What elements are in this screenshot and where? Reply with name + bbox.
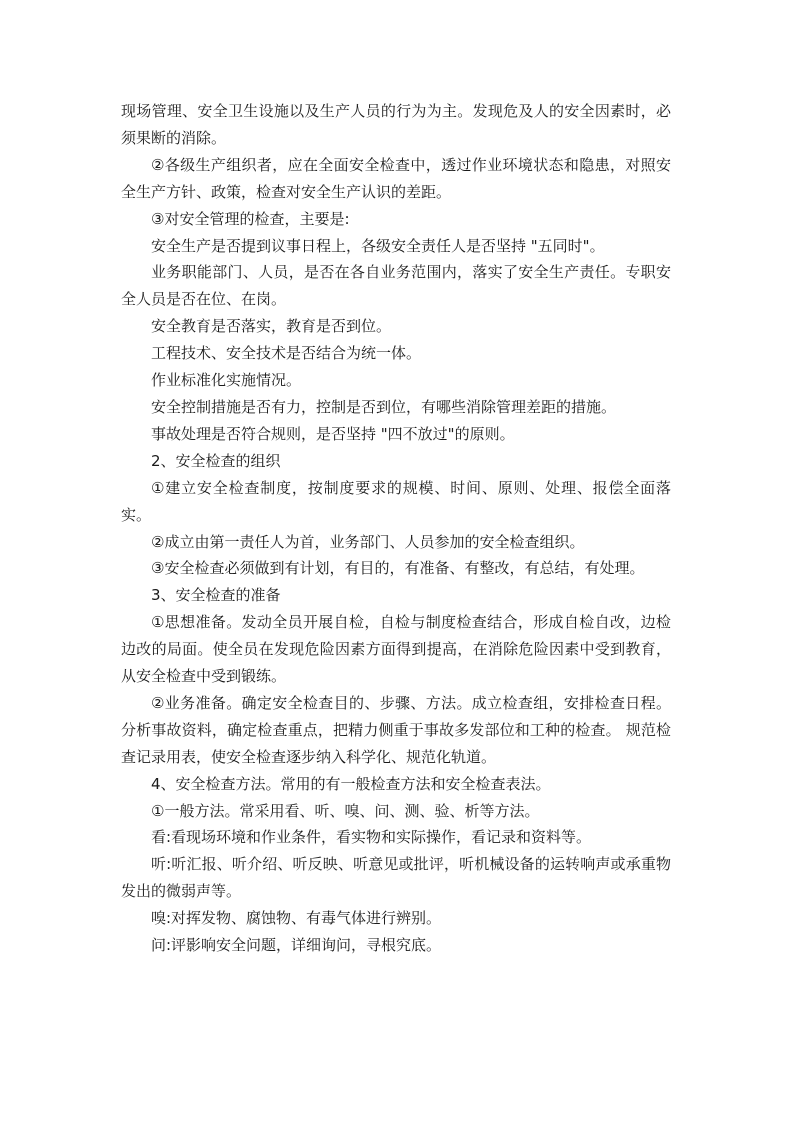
paragraph: 问:评影响安全问题，详细询问，寻根究底。 [151,936,442,955]
paragraph: ①一般方法。常采用看、听、嗅、问、测、验、析等方法。 [151,801,540,820]
paragraph: ①思想准备。发动全员开展自检，自检与制度检查结合，形成自检自改，边检边改的局面。使全员在发现危险因素方面得到提高，在消除危险因素中受到教育，从安全检查中受到锻练。 [121,613,671,686]
paragraph: 作业标准化实施情况。 [151,371,302,390]
paragraph: 安全生产是否提到议事日程上，各级安全责任人是否坚持 "五同时"。 [151,236,605,255]
paragraph: 现场管理、安全卫生设施以及生产人员的行为为主。发现危及人的安全因素时，必须果断的消除。 [121,102,671,147]
paragraph: 4、安全检查方法。常用的有一般检查方法和安全检查表法。 [151,774,551,793]
paragraph: ②业务准备。确定安全检查目的、步骤、方法。成立检查组，安排检查日程。分析事故资料，确定检查重点，把精力侧重于事故多发部位和工种的检查。 规范检查记录用表，使安全检查逐步纳入科学化、规范化轨道。 [121,693,671,766]
paragraph: ②成立由第一责任人为首，业务部门、人员参加的安全检查组织。 [151,532,585,551]
paragraph: 安全教育是否落实，教育是否到位。 [151,317,392,336]
paragraph: 工程技术、安全技术是否结合为统一体。 [151,344,422,363]
paragraph: 安全控制措施是否有力，控制是否到位，有哪些消除管理差距的措施。 [151,397,617,416]
paragraph: ①建立安全检查制度，按制度要求的规模、时间、原则、处理、报偿全面落实。 [121,478,671,524]
paragraph: 听:听汇报、听介绍、听反映、听意见或批评，听机械设备的运转响声或承重物发出的微弱声等。 [121,855,671,901]
paragraph: ②各级生产组织者，应在全面安全检查中，透过作业环境状态和隐患，对照安全生产方针、政策，检查对安全生产认识的差距。 [121,155,671,201]
paragraph: ③对安全管理的检查，主要是: [151,209,350,228]
paragraph: 事故处理是否符合规则，是否坚持 "四不放过"的原则。 [151,424,515,443]
document-body [121,98,671,959]
paragraph: 2、安全检查的组织 [151,451,281,470]
paragraph: 看:看现场环境和作业条件，看实物和实际操作，看记录和资料等。 [151,828,592,847]
paragraph: ③安全检查必须做到有计划，有目的，有准备、有整改，有总结，有处理。 [151,559,645,578]
paragraph: 嗅:对挥发物、腐蚀物、有毒气体进行辨别。 [151,909,442,928]
paragraph: 3、安全检查的准备 [151,586,281,605]
paragraph: 业务职能部门、人员，是否在各自业务范围内，落实了安全生产责任。专职安全人员是否在位、在岗。 [121,263,671,309]
